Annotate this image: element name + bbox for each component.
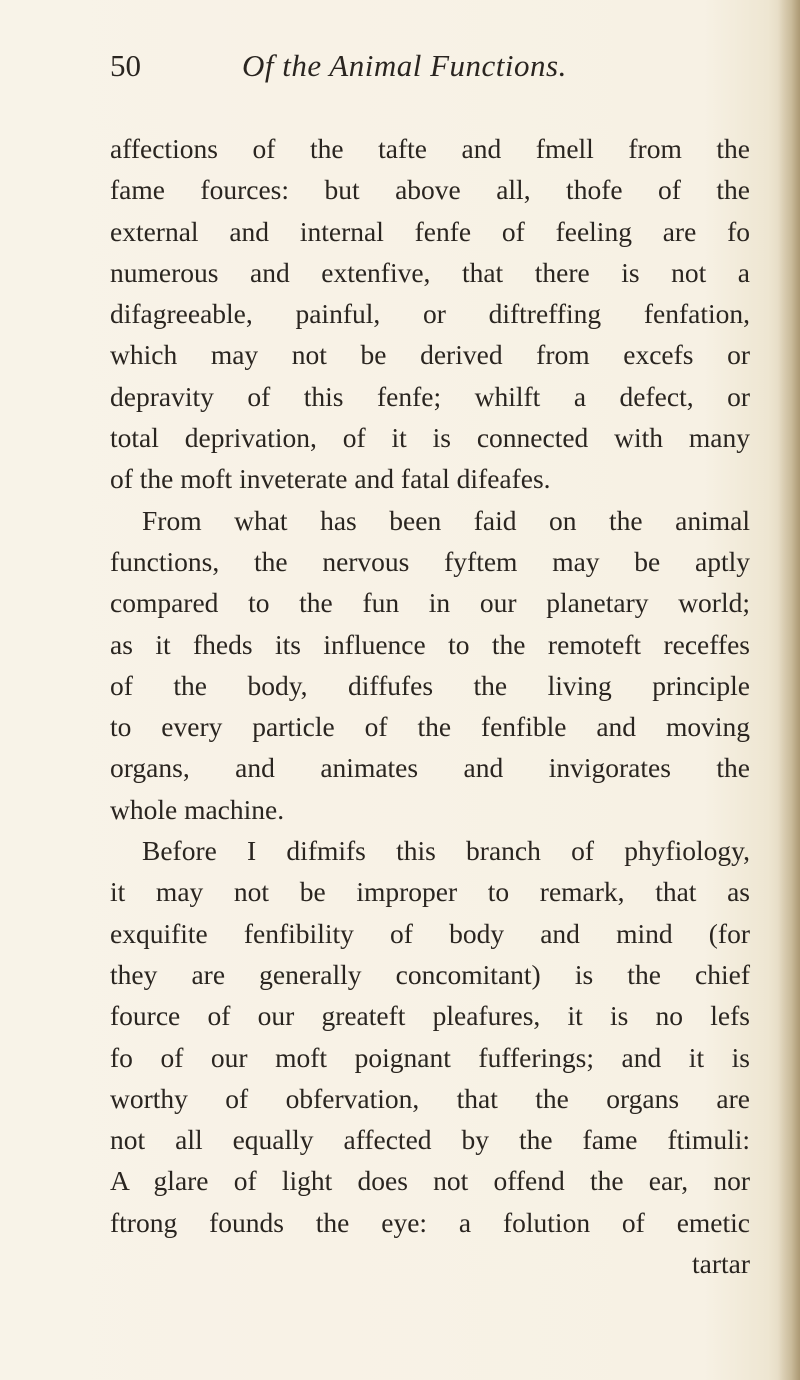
running-title: Of the Animal Functions. bbox=[242, 48, 567, 83]
text-line: From what has been faid on the animal bbox=[142, 504, 750, 536]
text-line: numerous and extenfive, that there is not a bbox=[110, 256, 750, 288]
text-line: compared to the fun in our planetary world; bbox=[110, 587, 750, 619]
text-line: it may not be improper to remark, that as bbox=[110, 876, 750, 908]
text-line: A glare of light does not offend the ear, nor bbox=[110, 1165, 750, 1197]
text-line: they are generally concomitant) is the chief bbox=[110, 958, 750, 990]
text-line: difagreeable, painful, or diftreffing fenfation, bbox=[110, 298, 750, 330]
text-line: as it fheds its influence to the remoteft receffes bbox=[110, 628, 750, 660]
text-line: external and internal fenfe of feeling are fo bbox=[110, 215, 750, 247]
text-line: exquifite fenfibility of body and mind (for bbox=[110, 917, 750, 949]
text-line: affections of the tafte and fmell from the bbox=[110, 133, 750, 164]
text-line: which may not be derived from excefs or bbox=[110, 339, 750, 371]
text-line: of the moft inveterate and fatal difeafes. bbox=[110, 463, 551, 495]
text-line: not all equally affected by the fame ftimuli: bbox=[110, 1124, 750, 1156]
text-line: fo of our moft poignant fufferings; and it is bbox=[110, 1041, 750, 1073]
page-number: 50 bbox=[110, 48, 141, 83]
page-header bbox=[110, 48, 750, 98]
text-line: fame fources: but above all, thofe of the bbox=[110, 174, 750, 206]
text-line: whole machine. bbox=[110, 793, 285, 825]
body-text bbox=[110, 128, 750, 1284]
text-line: of the body, diffufes the living principle bbox=[110, 669, 750, 701]
text-line: fource of our greateft pleafures, it is no lefs bbox=[110, 1000, 750, 1032]
text-line: total deprivation, of it is connected with many bbox=[110, 422, 750, 454]
text-line: to every particle of the fenfible and moving bbox=[110, 711, 750, 743]
text-line: ftrong founds the eye: a folution of emetic bbox=[110, 1206, 750, 1238]
text-line: worthy of obfervation, that the organs are bbox=[110, 1082, 750, 1114]
text-line: functions, the nervous fyftem may be aptly bbox=[110, 545, 750, 577]
text-line: depravity of this fenfe; whilft a defect, or bbox=[110, 380, 750, 412]
catchword: tartar bbox=[691, 1248, 750, 1280]
page-edge-shadow bbox=[778, 0, 800, 1380]
text-line: Before I difmifs this branch of phyfiology, bbox=[142, 835, 750, 867]
text-line: organs, and animates and invigorates the bbox=[110, 752, 750, 784]
